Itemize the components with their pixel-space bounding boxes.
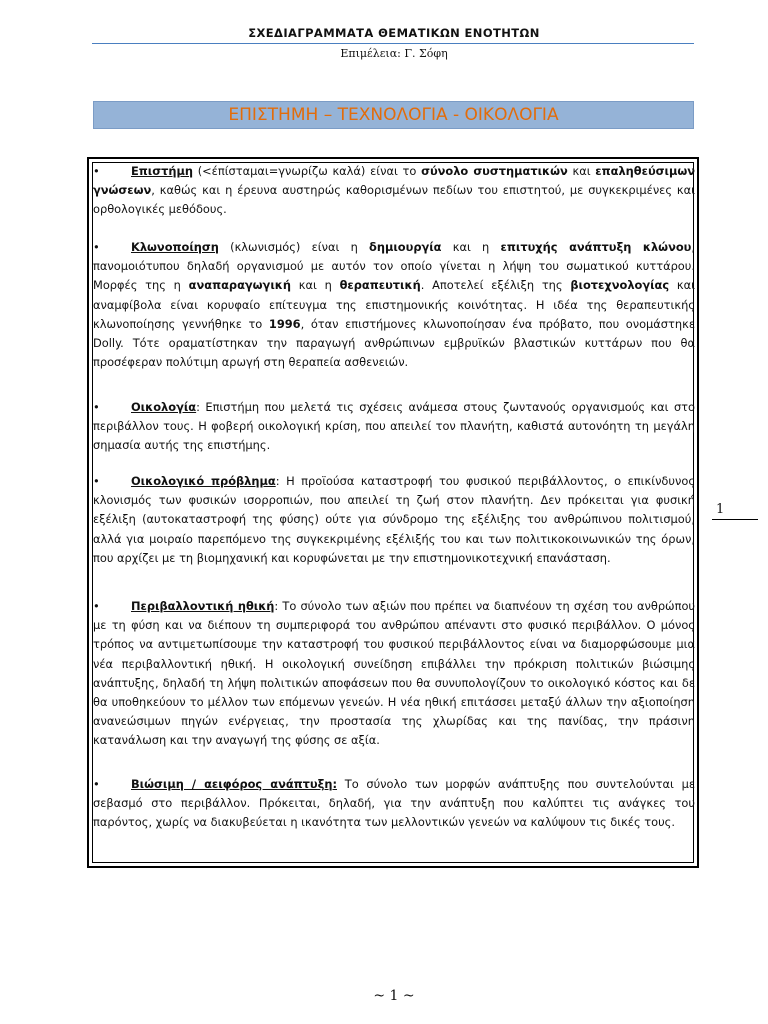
body-text: και η <box>290 278 340 293</box>
bullet-point: • <box>93 777 100 791</box>
body-text: Το σύνολο των μορφών ανάπτυξης που συντελούνται με σεβασμό στο περιβάλλον. Πρόκειται, δηλαδή, για την ανάπτυξη που καλύπτει τις ανάγκες του παρόντος, χωρίς να διακυβεύεται η ικανότητα των μελλοντικών γενεών να καλύψουν τις δικές τους. <box>93 777 695 830</box>
body-text: , όταν επιστήμονες κλωνοποίησαν ένα πρόβατο, που ονομάστηκε Dolly. Τότε οραματίστηκαν την παραγωγή ανθρώπινων εμβρυϊκών βλαστικών κυττάρων που θα προσέφεραν πολύτιμη αρωγή στη θεραπεία ασθενειών. <box>93 316 695 370</box>
bullet-point: • <box>93 400 100 414</box>
body-text: . Αποτελεί εξέλιξη της <box>420 278 571 293</box>
emphasis-text: βιοτεχνολογίας <box>570 278 670 293</box>
entry-term: Περιβαλλοντική ηθική <box>131 599 275 613</box>
document-header-title: ΣΧΕΔΙΑΓΡΑΜΜΑΤΑ ΘΕΜΑΤΙΚΩΝ ΕΝΟΤΗΤΩΝ <box>248 26 540 40</box>
body-text: και η <box>441 240 501 254</box>
body-text: και <box>567 164 596 178</box>
body-text: : Το σύνολο των αξιών που πρέπει να διαπνέουν τη σχέση του ανθρώπου με τη φύση και να διέπουν τη συμπεριφορά του ανθρώπου απέναντι στο φυσικό περιβάλλον. Ο μόνος τρόπος να αντιμετωπίσουμε την καταστροφή του φυσικού περιβάλλοντος είναι να διαμορφώσουμε μια νέα περιβαλλοντική ηθική. Η οικολογική συνείδηση επιβάλλει την πρόκριση πολιτικών βιώσιμης ανάπτυξης, δηλαδή τη λήψη πολιτικών αποφάσεων που θα συνυπολογίζουν το οικολογικό κόστος και δε θα υποθηκεύουν το μέλλον των επόμενων γενεών. Η νέα ηθική επιτάσσει μεταξύ άλλων την αξιοποίηση ανανεώσιμων πηγών ενέργειας, την προστασία της χλωρίδας και της πανίδας, την πράσινη κατανάλωση και την αναγωγή της φύσης σε αξία. <box>93 599 695 748</box>
entry-ecological-problem <box>93 472 695 568</box>
bullet-point: • <box>93 240 100 254</box>
document-header-editor: Επιμέλεια: Γ. Σόφη <box>340 47 448 60</box>
body-text: και αναμφίβολα είναι κορυφαίο επίτευγμα της επιστημονικής κοινότητας. Η ιδέα της θεραπευτικής κλωνοποίησης γεννήθηκε το <box>93 278 695 331</box>
emphasis-text: σύνολο συστηματικών <box>421 164 568 178</box>
entry-episteme <box>93 162 695 220</box>
body-text: : Επιστήμη που μελετά τις σχέσεις ανάμεσα στους ζωντανούς οργανισμούς και στο περιβάλλον τους. Η φοβερή οικολογική κρίση, που απειλεί τον πλανήτη, καθιστά αυτονόητη τη μεγάλη σημασία αυτής της επιστήμης. <box>93 400 695 453</box>
emphasis-text: επιτυχής ανάπτυξη κλώνου <box>500 240 692 254</box>
body-text: : Η προϊούσα καταστροφή του φυσικού περιβάλλοντος, ο επικίνδυνος κλονισμός των φυσικών ισορροπιών, που απειλεί τη ζωή στον πλανήτη. Δεν πρόκειται για φυσική εξέλιξη (αυτοκαταστροφή της φύσης) ούτε για σύνδρομο της εξέλιξης του ανθρώπινου πολιτισμού, αλλά για μοιραίο παρεπόμενο της συγκεκριμένης εξέλιξής του και των πολιτικοκοινωνικών της όρων, που αρχίζει με τη βιομηχανική και κορυφώνεται με την επιστημονικοτεχνική επανάσταση. <box>93 474 696 565</box>
entry-term: Οικολογικό πρόβλημα <box>131 474 276 488</box>
entry-ecology <box>93 398 695 456</box>
bullet-point: • <box>93 599 100 613</box>
emphasis-text: θεραπευτική <box>339 278 421 293</box>
header-divider <box>92 43 694 44</box>
entry-environmental-ethics <box>93 597 695 751</box>
body-text: , πανομοιότυπου δηλαδή οργανισμού με αυτόν τον οποίο γίνεται η λήψη του σωματικού κυττάρου. Μορφές της η <box>93 240 695 293</box>
emphasis-text: αναπαραγωγική <box>188 278 291 293</box>
entry-term: Κλωνοποίηση <box>131 240 219 254</box>
bullet-point: • <box>93 474 100 488</box>
emphasis-text: δημιουργία <box>369 240 442 254</box>
entry-term: Βιώσιμη / αειφόρος ανάπτυξη: <box>131 777 338 791</box>
margin-page-rule <box>712 519 758 520</box>
body-text: (<έπίσταμαι=γνωρίζω καλά) είναι το <box>192 164 422 178</box>
margin-page-number: 1 <box>716 502 725 517</box>
body-text: , καθώς και η έρευνα αυστηρώς καθορισμένων πεδίων του επιστητού, με συγκεκριμένες και ορθολογικές μεθόδους. <box>93 183 695 217</box>
bullet-point: • <box>93 164 100 178</box>
entry-term: Επιστήμη <box>131 164 193 178</box>
emphasis-text: επαληθεύσιμων γνώσεων <box>93 164 695 198</box>
entry-cloning <box>93 238 695 372</box>
footer-page-number: ~ 1 ~ <box>373 988 415 1004</box>
emphasis-text: 1996 <box>268 316 301 331</box>
section-banner: ΕΠΙΣΤΗΜΗ – ΤΕΧΝΟΛΟΓΙΑ - ΟΙΚΟΛΟΓΙΑ <box>93 101 694 129</box>
entry-sustainable-development <box>93 775 695 833</box>
entry-term: Οικολογία <box>131 400 197 414</box>
body-text: (κλωνισμός) είναι η <box>218 240 370 254</box>
